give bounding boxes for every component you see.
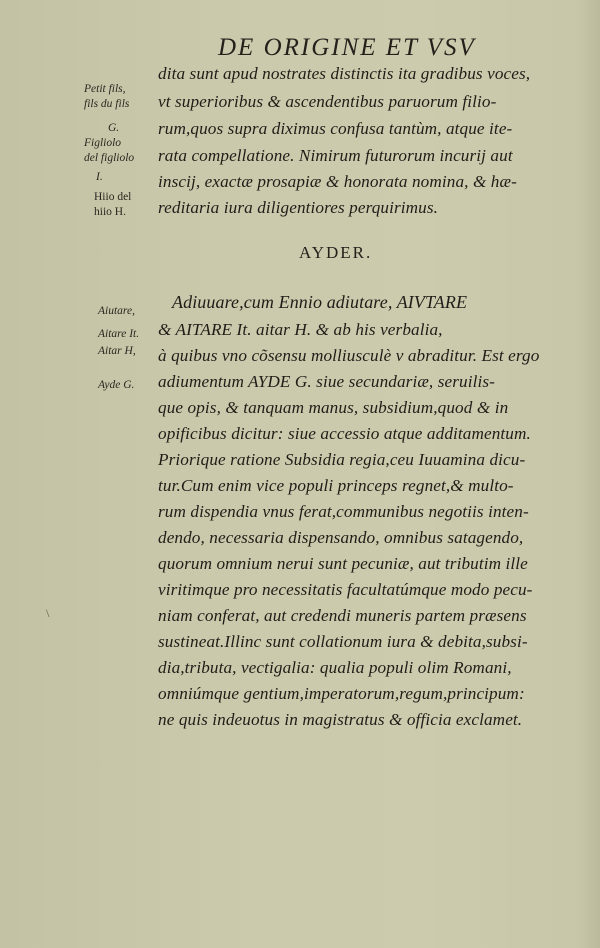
text-line: à quibus vno cõsensu molliusculè v abraditur. Est ergo	[158, 346, 540, 365]
text-line: niam conferat, aut credendi muneris partem præsens	[158, 606, 527, 625]
margin-note: Hiio del	[94, 191, 132, 203]
text-line: omniúmque gentium,imperatorum,regum,principum:	[158, 684, 525, 703]
text-line: dia,tributa, vectigalia: qualia populi olim Romani,	[158, 658, 512, 677]
text-line: viritimque pro necessitatis facultatúmque modo pecu-	[158, 580, 533, 599]
margin-note: fils du fils	[84, 98, 130, 110]
margin-note: G.	[108, 122, 120, 134]
running-head: DE ORIGINE ET VSV	[218, 34, 476, 61]
text-line: & AITARE It. aitar H. & ab his verbalia,	[158, 320, 443, 339]
text-line: vt superioribus & ascendentibus paruorum filio-	[158, 92, 497, 111]
margin-note: I.	[96, 171, 103, 183]
text-line: dendo, necessaria dispensando, omnibus satagendo,	[158, 528, 524, 547]
margin-note: Aitar H,	[98, 345, 136, 357]
text-line: que opis, & tanquam manus, subsidium,quod & in	[158, 398, 509, 417]
text-line: reditaria iura diligentiores perquirimus.	[158, 198, 439, 217]
text-line: opificibus dicitur: siue accessio atque additamentum.	[158, 424, 531, 443]
section-heading: AYDER.	[299, 243, 373, 262]
text-line: inscij, exactæ prosapiæ & honorata nomina, & hæ-	[158, 172, 517, 191]
text-line: ne quis indeuotus in magistratus & officia exclamet.	[158, 710, 523, 729]
margin-note: Aiutare,	[98, 305, 135, 317]
gutter-shadow	[578, 0, 600, 948]
text-line: adiumentum AYDE G. siue secundariæ, seruilis-	[158, 372, 495, 391]
text-line: rata compellatione. Nimirum futurorum incurij aut	[158, 146, 513, 165]
margin-note: Ayde G.	[98, 379, 135, 391]
text-line: rum dispendia vnus ferat,communibus negotiis inten-	[158, 502, 529, 521]
text-line: rum,quos supra diximus confusa tantùm, atque ite-	[158, 119, 513, 138]
margin-note: hiio H.	[94, 206, 126, 218]
text-line: dita sunt apud nostrates distinctis ita gradibus voces,	[158, 64, 531, 83]
margin-note: Petit fils,	[84, 83, 126, 95]
margin-note: del figliolo	[84, 152, 135, 164]
text-line: tur.Cum enim vice populi princeps regnet,& multo-	[158, 476, 514, 495]
stray-mark: \	[46, 606, 50, 620]
text-line: sustineat.Illinc sunt collationum iura & debita,subsi-	[158, 632, 528, 651]
margin-note: Aitare It.	[98, 328, 140, 340]
text-line: Priorique ratione Subsidia regia,ceu Iuuamina dicu-	[158, 450, 526, 469]
text-line: Adiuuare,cum Ennio adiutare, AIVTARE	[172, 292, 468, 312]
margin-note: Figliolo	[84, 137, 122, 149]
text-line: quorum omnium nerui sunt pecuniæ, aut tributim ille	[158, 554, 528, 573]
